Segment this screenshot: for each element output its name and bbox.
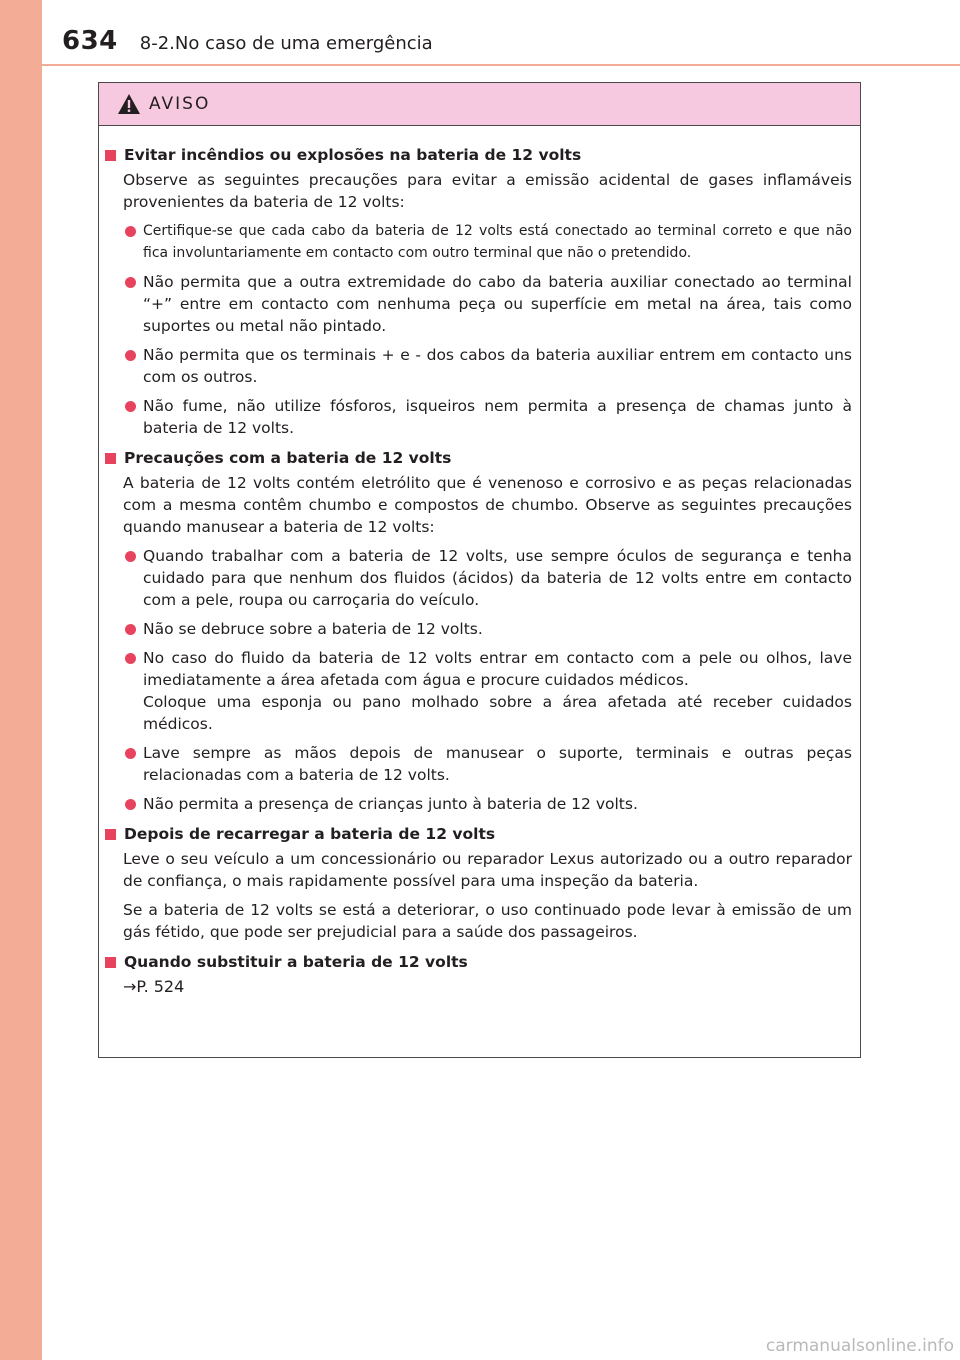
bullet-item xyxy=(105,344,852,388)
round-bullet-icon xyxy=(125,401,136,412)
side-color-strip xyxy=(0,0,42,1360)
round-bullet-icon xyxy=(125,624,136,635)
section-paragraph: Observe as seguintes precauções para evitar a emissão acidental de gases inflamáveis provenientes da bateria de 12 volts: xyxy=(123,171,852,211)
bullet-item xyxy=(105,618,852,640)
section-heading xyxy=(105,823,852,845)
page-reference-link[interactable]: →P. 524 xyxy=(123,977,185,996)
bullet-item xyxy=(105,220,852,264)
bullet-text: Quando trabalhar com a bateria de 12 volts, use sempre óculos de segurança e tenha cuidado para que nenhum dos fluidos (ácidos) da bateria de 12 volts entre em contacto com a pele, roupa ou carroçaria do veículo. xyxy=(143,547,852,609)
bullet-text: Não permita que a outra extremidade do cabo da bateria auxiliar conectado ao terminal “+” entre em contacto com nenhuma peça ou superfície em metal na área, tais como suportes ou metal não pintado. xyxy=(143,273,852,335)
bullet-item xyxy=(105,793,852,815)
round-bullet-icon xyxy=(125,748,136,759)
page-header xyxy=(62,26,433,62)
bullet-text: Não fume, não utilize fósforos, isqueiros nem permita a presença de chamas junto à bateria de 12 volts. xyxy=(143,397,852,437)
round-bullet-icon xyxy=(125,226,136,237)
section-heading xyxy=(105,951,852,973)
section-paragraph: Se a bateria de 12 volts se está a deteriorar, o uso continuado pode levar à emissão de um gás fétido, que pode ser prejudicial para a saúde dos passageiros. xyxy=(123,901,852,941)
bullet-text: Não permita a presença de crianças junto à bateria de 12 volts. xyxy=(143,795,638,813)
warning-triangle-icon xyxy=(117,93,141,115)
bullet-item xyxy=(105,395,852,439)
warning-header xyxy=(99,83,860,126)
round-bullet-icon xyxy=(125,551,136,562)
section-paragraph: A bateria de 12 volts contém eletrólito que é venenoso e corrosivo e as peças relacionadas com a mesma contêm chumbo e compostos de chumbo. Observe as seguintes precauções quando manusear a bateria de 12 volts: xyxy=(123,474,852,536)
round-bullet-icon xyxy=(125,799,136,810)
bullet-item xyxy=(105,742,852,786)
square-bullet-icon xyxy=(105,150,116,161)
section-heading xyxy=(105,144,852,166)
round-bullet-icon xyxy=(125,277,136,288)
square-bullet-icon xyxy=(105,957,116,968)
bullet-item xyxy=(105,271,852,337)
round-bullet-icon xyxy=(125,653,136,664)
section-heading xyxy=(105,447,852,469)
header-rule xyxy=(42,64,960,66)
section-heading-text: Evitar incêndios ou explosões na bateria de 12 volts xyxy=(124,146,582,164)
bullet-text: Não permita que os terminais + e - dos cabos da bateria auxiliar entrem em contacto uns com os outros. xyxy=(143,346,852,386)
warning-box xyxy=(98,82,861,1058)
bullet-text: No caso do fluido da bateria de 12 volts entrar em contacto com a pele ou olhos, lave imediatamente a área afetada com água e procure cuidados médicos. xyxy=(143,649,852,689)
bullet-text: Coloque uma esponja ou pano molhado sobre a área afetada até receber cuidados médicos. xyxy=(143,693,852,733)
bullet-item xyxy=(105,647,852,735)
warning-section xyxy=(105,144,852,439)
warning-section xyxy=(105,951,852,998)
section-heading-text: Depois de recarregar a bateria de 12 volts xyxy=(124,825,496,843)
bullet-item xyxy=(105,545,852,611)
square-bullet-icon xyxy=(105,829,116,840)
square-bullet-icon xyxy=(105,453,116,464)
bullet-text: Certifique-se que cada cabo da bateria de 12 volts está conectado ao terminal correto e que não fica involuntariamente em contacto com outro terminal que não o pretendido. xyxy=(143,223,852,261)
section-heading-text: Quando substituir a bateria de 12 volts xyxy=(124,953,468,971)
bullet-text: Lave sempre as mãos depois de manusear o suporte, terminais e outras peças relacionadas com a bateria de 12 volts. xyxy=(143,744,852,784)
section-heading-text: Precauções com a bateria de 12 volts xyxy=(124,449,452,467)
warning-section xyxy=(105,823,852,943)
section-paragraph: Leve o seu veículo a um concessionário ou reparador Lexus autorizado ou a outro reparador de confiança, o mais rapidamente possível para uma inspeção da bateria. xyxy=(123,850,852,890)
warning-body xyxy=(99,126,860,998)
round-bullet-icon xyxy=(125,350,136,361)
bullet-text: Não se debruce sobre a bateria de 12 volts. xyxy=(143,620,483,638)
chapter-title: 8-2.No caso de uma emergência xyxy=(139,33,433,54)
watermark: carmanualsonline.info xyxy=(765,1336,954,1356)
warning-title: AVISO xyxy=(149,94,211,114)
warning-section xyxy=(105,447,852,815)
page-number: 634 xyxy=(62,26,118,56)
